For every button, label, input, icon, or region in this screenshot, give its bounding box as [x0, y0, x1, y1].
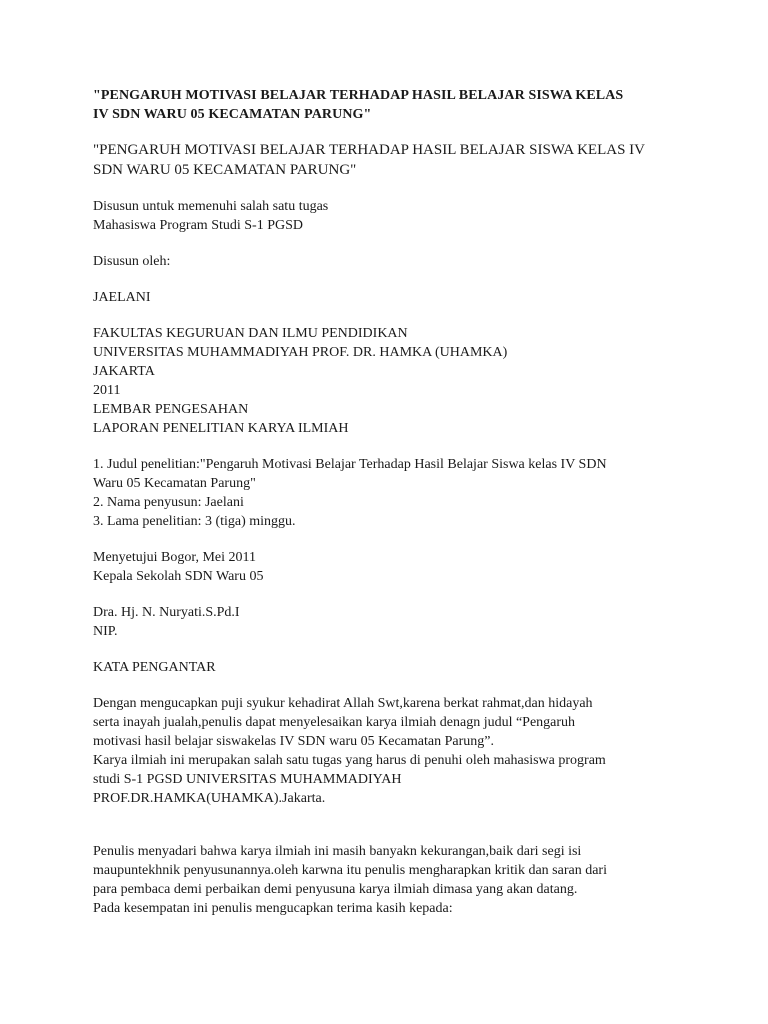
title-plain-line: "PENGARUH MOTIVASI BELAJAR TERHADAP HASIL BELAJAR SISWA KELAS IV: [93, 142, 645, 158]
document-content: [93, 86, 713, 918]
author-name: [93, 288, 713, 307]
purpose-block: [93, 197, 713, 235]
signatory-line: NIP.: [93, 624, 118, 639]
preface-line: maupuntekhnik penyusunannya.oleh karwna itu penulis mengharapkan kritik dan saran dari: [93, 863, 607, 878]
details-line: 3. Lama penelitian: 3 (tiga) minggu.: [93, 514, 296, 529]
details-block: [93, 455, 713, 531]
author-label-text: Disusun oleh:: [93, 254, 171, 269]
preface-line: Pada kesempatan ini penulis mengucapkan terima kasih kepada:: [93, 901, 453, 916]
preface-line: Karya ilmiah ini merupakan salah satu tugas yang harus di penuhi oleh mahasiswa program: [93, 753, 606, 768]
preface-heading-text: KATA PENGANTAR: [93, 660, 216, 675]
signatory-line: Dra. Hj. N. Nuryati.S.Pd.I: [93, 605, 240, 620]
approval-line: Menyetujui Bogor, Mei 2011: [93, 550, 257, 565]
approval-block: [93, 548, 713, 586]
details-line: 1. Judul penelitian:"Pengaruh Motivasi Belajar Terhadap Hasil Belajar Siswa kelas IV SDN: [93, 457, 607, 472]
author-name-text: JAELANI: [93, 290, 151, 305]
author-label: [93, 252, 713, 271]
institution-line: FAKULTAS KEGURUAN DAN ILMU PENDIDIKAN: [93, 326, 408, 341]
title-plain-line: SDN WARU 05 KECAMATAN PARUNG": [93, 162, 357, 178]
details-line: 2. Nama penyusun: Jaelani: [93, 495, 244, 510]
preface-line: motivasi hasil belajar siswakelas IV SDN waru 05 Kecamatan Parung”.: [93, 734, 494, 749]
preface-line: PROF.DR.HAMKA(UHAMKA).Jakarta.: [93, 791, 326, 806]
preface-paragraph-2: [93, 842, 713, 918]
purpose-line: Mahasiswa Program Studi S-1 PGSD: [93, 218, 304, 233]
title-bold-line: IV SDN WARU 05 KECAMATAN PARUNG": [93, 107, 372, 122]
institution-line: LEMBAR PENGESAHAN: [93, 402, 249, 417]
preface-line: para pembaca demi perbaikan demi penyusuna karya ilmiah dimasa yang akan datang.: [93, 882, 578, 897]
institution-line: 2011: [93, 383, 121, 398]
title-plain: [93, 140, 713, 180]
preface-line: serta inayah jualah,penulis dapat menyelesaikan karya ilmiah denagn judul “Pengaruh: [93, 715, 576, 730]
details-line: Waru 05 Kecamatan Parung": [93, 476, 256, 491]
institution-line: JAKARTA: [93, 364, 155, 379]
preface-line: studi S-1 PGSD UNIVERSITAS MUHAMMADIYAH: [93, 772, 402, 787]
purpose-line: Disusun untuk memenuhi salah satu tugas: [93, 199, 329, 214]
preface-paragraph-1: [93, 694, 713, 808]
approval-line: Kepala Sekolah SDN Waru 05: [93, 569, 264, 584]
institution-line: UNIVERSITAS MUHAMMADIYAH PROF. DR. HAMKA (UHAMKA): [93, 345, 508, 360]
institution-block: [93, 324, 713, 438]
preface-line: Dengan mengucapkan puji syukur kehadirat Allah Swt,karena berkat rahmat,dan hidayah: [93, 696, 593, 711]
title-bold: [93, 86, 713, 124]
preface-line: Penulis menyadari bahwa karya ilmiah ini masih banyakn kekurangan,baik dari segi isi: [93, 844, 582, 859]
institution-line: LAPORAN PENELITIAN KARYA ILMIAH: [93, 421, 349, 436]
signatory-block: [93, 603, 713, 641]
preface-heading: [93, 658, 713, 677]
title-bold-line: "PENGARUH MOTIVASI BELAJAR TERHADAP HASIL BELAJAR SISWA KELAS: [93, 88, 624, 103]
